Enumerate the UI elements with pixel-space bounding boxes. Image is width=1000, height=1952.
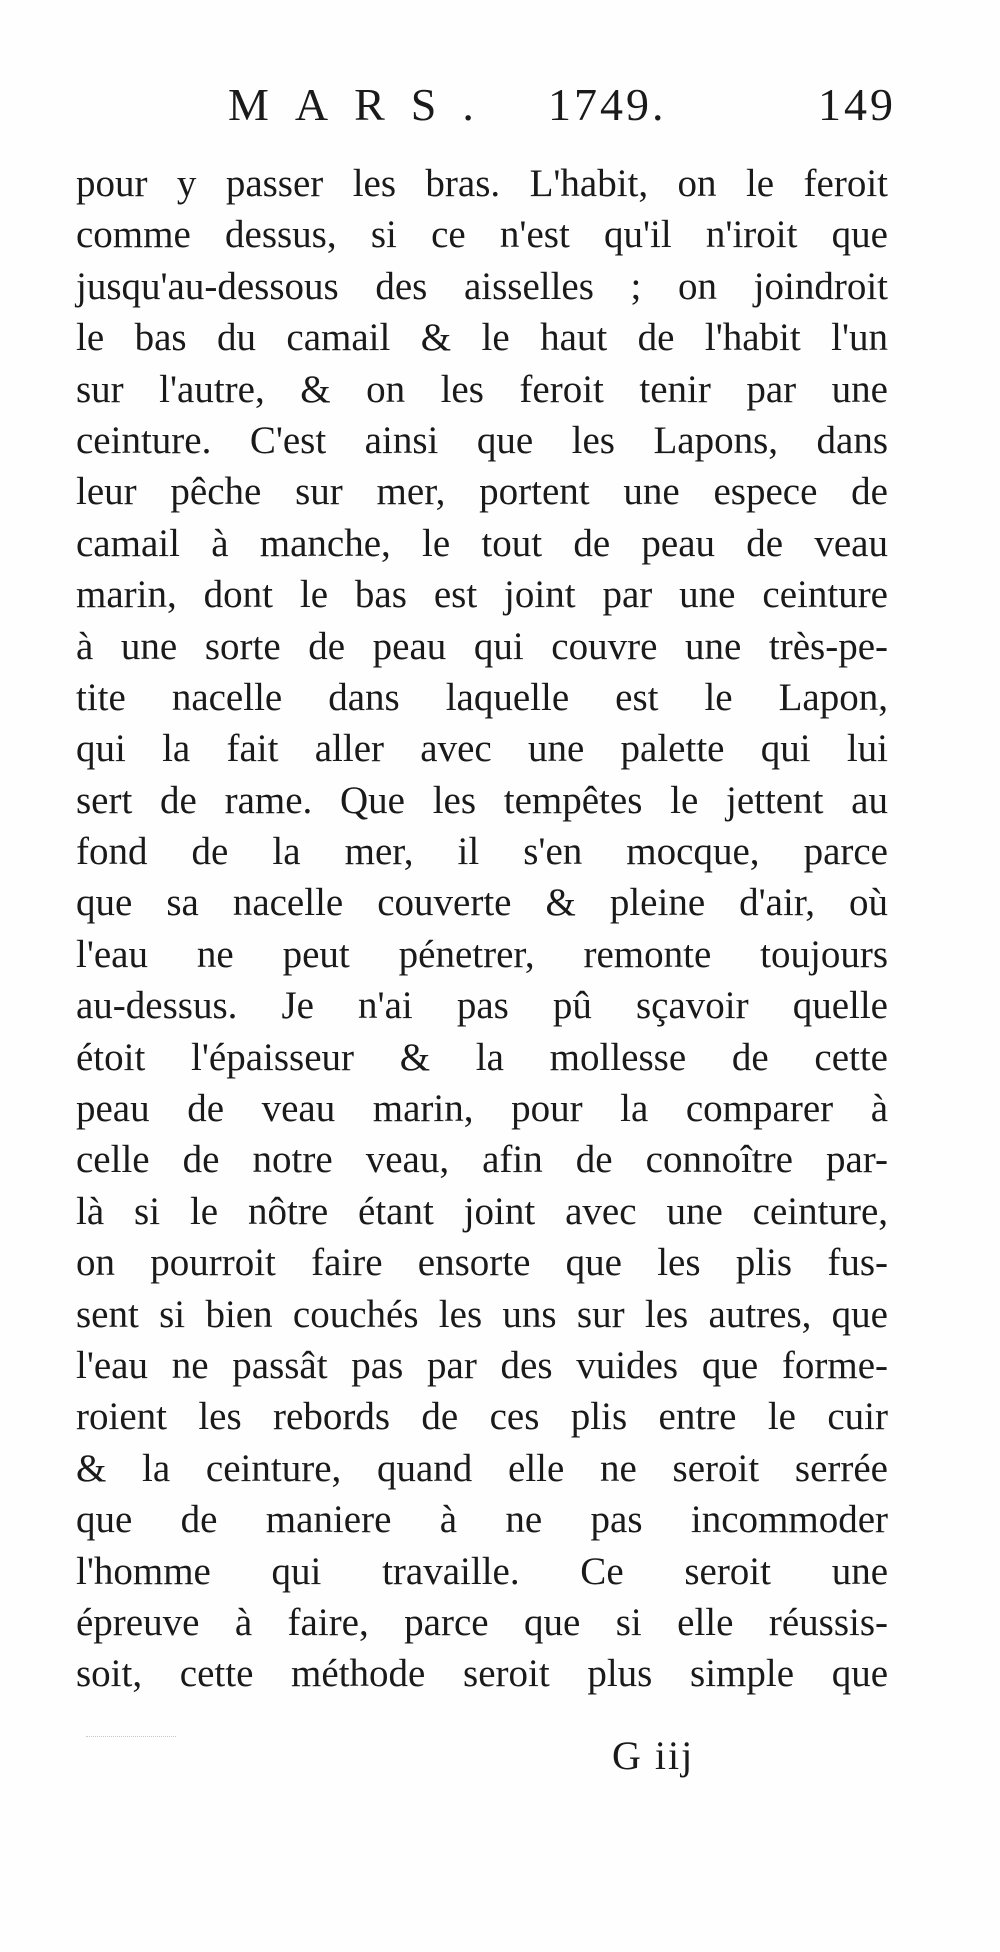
text-line: marin, dont le bas est joint par une ceinture [76, 573, 888, 617]
text-line: soit, cette méthode seroit plus simple que [76, 1652, 888, 1696]
text-line: comme dessus, si ce n'est qu'il n'iroit que [76, 213, 888, 257]
text-line: & la ceinture, quand elle ne seroit serrée [76, 1446, 888, 1490]
text-line: tite nacelle dans laquelle est le Lapon, [76, 675, 888, 719]
text-line: celle de notre veau, afin de connoître par- [76, 1138, 888, 1182]
running-title: MARS. [228, 79, 500, 130]
text-line: sent si bien couchés les uns sur les autres, que [76, 1292, 888, 1336]
text-line: sur l'autre, & on les feroit tenir par une [76, 367, 888, 411]
text-line: au-dessus. Je n'ai pas pû sçavoir quelle [76, 984, 888, 1028]
running-year: 1749. [548, 79, 667, 130]
text-line: peau de veau marin, pour la comparer à [76, 1087, 888, 1131]
page-header [0, 78, 1000, 138]
text-line: l'eau ne passât pas par des vuides que forme- [76, 1343, 888, 1387]
body-text [76, 158, 888, 1700]
text-line: ceinture. C'est ainsi que les Lapons, dans [76, 418, 888, 462]
text-line: leur pêche sur mer, portent une espece de [76, 470, 888, 514]
text-line: sert de rame. Que les tempêtes le jettent au [76, 778, 888, 822]
text-line: que de maniere à ne pas incommoder [76, 1498, 888, 1542]
printing-specks [86, 1730, 176, 1737]
text-line: là si le nôtre étant joint avec une ceinture, [76, 1189, 888, 1233]
text-line: jusqu'au-dessous des aisselles ; on joindroit [76, 264, 888, 308]
page-number: 149 [818, 79, 896, 130]
text-line: étoit l'épaisseur & la mollesse de cette [76, 1035, 888, 1079]
text-line: qui la fait aller avec une palette qui lui [76, 727, 888, 771]
signature-mark: G iij [612, 1733, 695, 1778]
text-line: l'homme qui travaille. Ce seroit une [76, 1549, 888, 1593]
text-line: à une sorte de peau qui couvre une très-pe- [76, 624, 888, 668]
text-line: camail à manche, le tout de peau de veau [76, 521, 888, 565]
text-line: le bas du camail & le haut de l'habit l'un [76, 316, 888, 360]
text-line: épreuve à faire, parce que si elle réussis- [76, 1600, 888, 1644]
text-line: pour y passer les bras. L'habit, on le feroit [76, 162, 888, 205]
text-line: on pourroit faire ensorte que les plis fus- [76, 1241, 888, 1285]
text-line: l'eau ne peut pénetrer, remonte toujours [76, 932, 888, 976]
text-line: roient les rebords de ces plis entre le cuir [76, 1395, 888, 1439]
text-line: que sa nacelle couverte & pleine d'air, où [76, 881, 888, 925]
text-line: fond de la mer, il s'en mocque, parce [76, 830, 888, 874]
